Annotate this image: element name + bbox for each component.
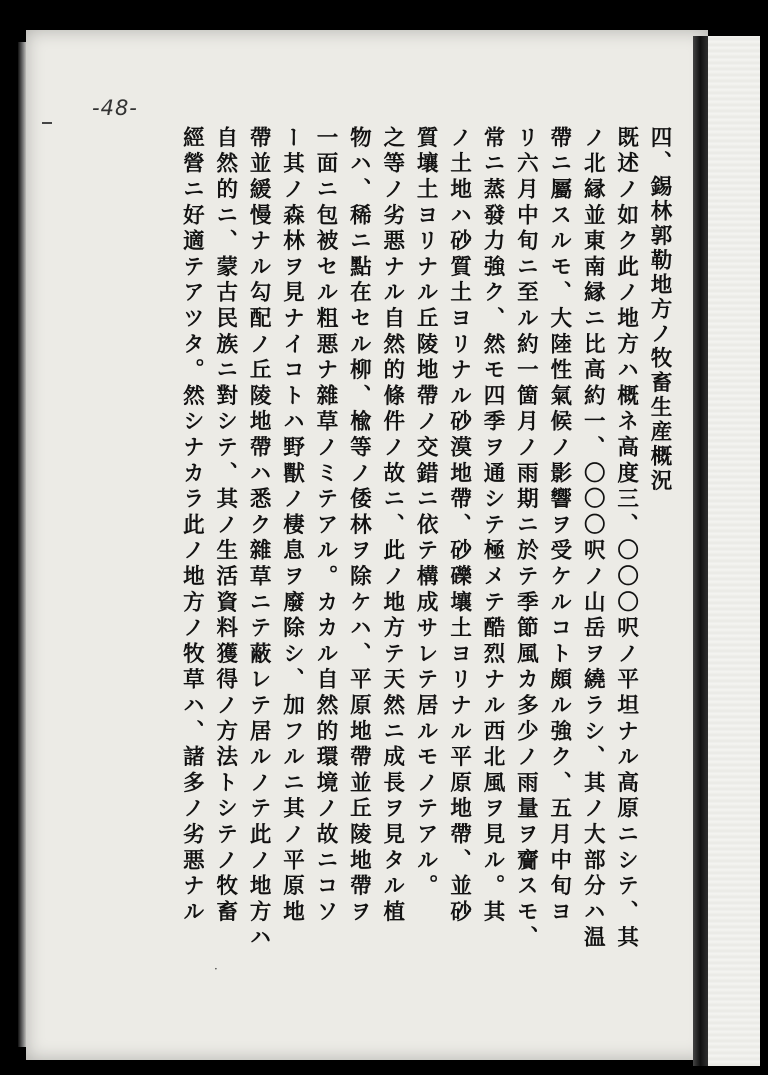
text-line: 物ハ、稀ニ點在セル柳、楡等ノ倭林ヲ除ケハ、平原地帶並丘陵地帶ヲ [346,126,372,926]
text-line: 質壤土ヨリナル丘陵地帶ノ交錯ニ依テ構成サレテ居ルモノテアル。 [413,126,439,900]
text-line: 經營ニ好適テアツタ。然シナカラ此ノ地方ノ牧草ハ、諸多ノ劣悪ナル [179,126,205,926]
text-line: リ六月中旬ニ至ル約一箇月ノ雨期ニ於テ季節風カ多少ノ雨量ヲ齎スモ、 [513,126,539,952]
text-line: 常ニ蒸發力強ク、然モ四季ヲ通シテ極メテ酷烈ナル西北風ヲ見ル。其 [479,126,505,926]
adjacent-page-edge [708,36,760,1066]
text-line: ノ土地ハ砂質土ヨリナル砂漠地帶、砂礫壤土ヨリナル平原地帶、並砂 [446,126,472,926]
text-line: 之等ノ劣悪ナル自然的條件ノ故ニ、此ノ地方テ天然ニ成長ヲ見タル植 [379,126,405,926]
ink-speck: · [214,962,218,976]
text-line: 帶ニ屬スルモ、大陸性氣候ノ影響ヲ受ケルコト頗ル強ク、五月中旬ヨ [546,126,572,926]
vertical-text-block [175,126,676,952]
margin-mark [42,122,52,124]
text-line: 既述ノ如ク此ノ地方ハ概ネ高度三、〇〇〇呎ノ平坦ナル高原ニシテ、其 [613,126,639,952]
text-line: 自然的ニ、蒙古民族ニ對シテ、其ノ生活資料獲得ノ方法トシテノ牧畜 [212,126,238,926]
text-line: 帶並緩慢ナル勾配ノ丘陵地帶ハ悉ク雜草ニテ蔽レテ居ルノテ此ノ地方ハ [246,126,272,952]
text-line: 一面ニ包被セル粗悪ナ雜草ノミテアル。カカル自然的環境ノ故ニコソ [312,126,338,926]
section-heading: 四、錫林郭勒地方ノ牧畜生産概況 [647,126,672,494]
text-line: ノ北縁並東南縁ニ比高約一、〇〇〇呎ノ山岳ヲ繞ラシ、其ノ大部分ハ温 [580,126,606,952]
text-line: ー其ノ森林ヲ見ナイコトハ野獸ノ棲息ヲ廢除シ、加フルニ其ノ平原地 [279,126,305,926]
page-number: -48- [92,96,138,120]
book-spine [693,36,709,1066]
